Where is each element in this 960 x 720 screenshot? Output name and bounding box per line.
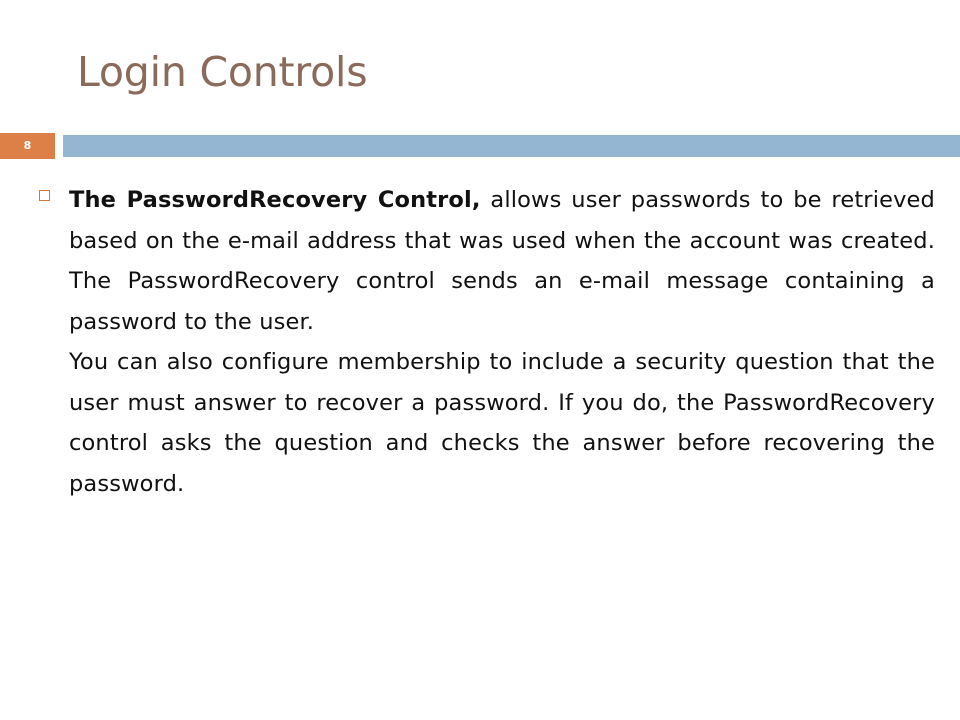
slide-title: Login Controls — [77, 48, 368, 96]
bold-lead-text: The PasswordRecovery Control, — [69, 187, 481, 213]
hollow-square-bullet-icon — [39, 190, 50, 201]
header-rule-bar — [63, 135, 960, 157]
paragraph1-text: allows user passwords to be retrieved based on the e-mail address that was used when the account was created. The PasswordRecovery control sends an e-mail message containing a password to the user. — [69, 187, 935, 335]
page-number-badge: 8 — [0, 133, 55, 159]
paragraph-password-recovery — [69, 180, 935, 342]
slide-body — [69, 180, 935, 504]
paragraph-security-question: You can also configure membership to include a security question that the user must answer to recover a password. If you do, the PasswordRecovery control asks the question and checks the answer before recovering the password. — [69, 349, 935, 497]
